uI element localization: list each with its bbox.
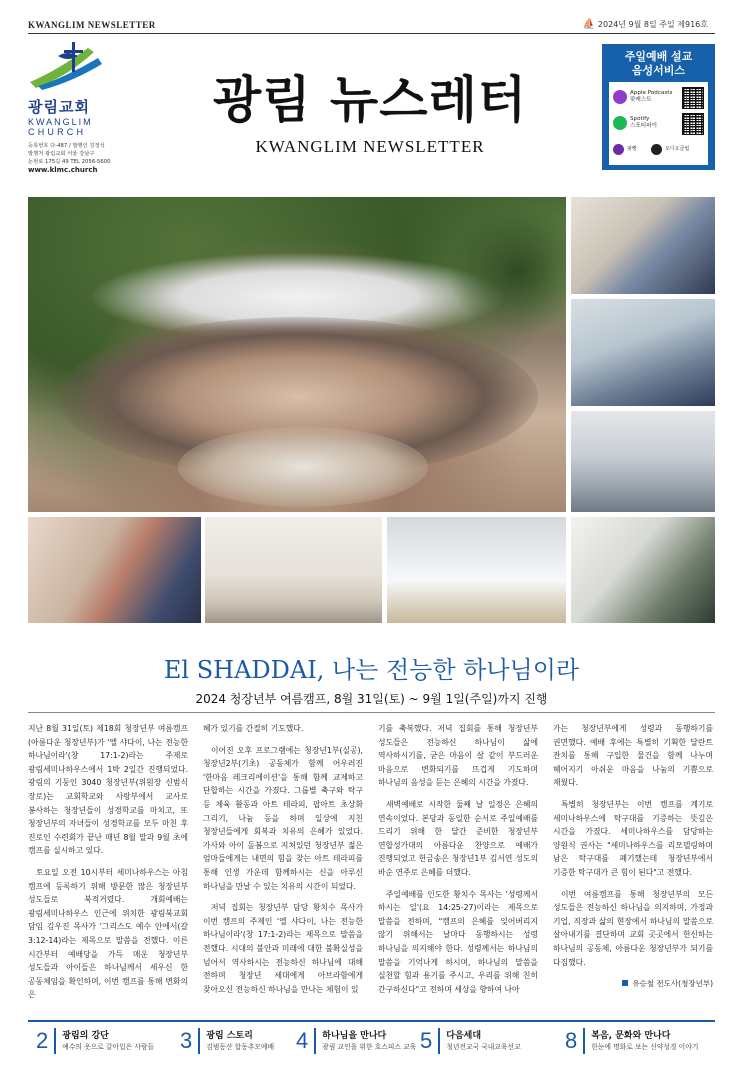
paragraph: 특별히 청장년부는 이번 캠프를 계기로 세미나하우스에 탁구대를 기증하는 뜻깊은 시간을 가졌다. 세미나하우스를 담당하는 양원식 권사는 "세미나하우스를 리모델링하며 남은 탁구대를 폐기했는데 청장년부에서 기증한 탁구대가 큰 힘이 된다"고 전했다. xyxy=(553,799,713,877)
paragraph: 새벽예배로 시작한 둘째 날 일정은 은혜의 연속이었다. 본당과 동일한 순서로 주일예배를 드리기 위해 한 달간 준비한 청장년부 연합성가대의 아름다운 찬양으로 예배가 진행되었고 헌금송은 청장년1부 김서연 성도의 바순 연주로 은혜를 더했다. xyxy=(378,799,538,877)
side-photo-bowling xyxy=(571,411,715,512)
paragraph: 주일예배를 인도한 황치수 목사는 '성령께서 하시는 일'(요 14:25-27)이라는 제목으로 말씀을 전하며, "캠프의 은혜를 잊어버리지 않기 위해서는 날마다 동행하시는 성령 하나님을 의지해야 한다. 성령께서는 하나님의 말씀을 기억나게 하시며, 하나님의 말씀을 실천할 힘과 용기를 주시고, 우리를 위해 친히 간구하신다"고 전하며 세상을 향하여 나아 xyxy=(378,889,538,994)
church-logo-block xyxy=(28,42,138,177)
podcast-links-panel xyxy=(609,82,708,165)
group-photo-main xyxy=(28,197,566,512)
photo-donation-ceremony xyxy=(28,517,201,623)
spotify-qr-icon[interactable] xyxy=(682,113,704,135)
paragraph: 기를 축복했다. 저녁 집회를 통해 청장년부 성도들은 전능하신 하나님이 삶에 역사하시기를, 굳은 마음이 살 같이 부드러운 마음으로 변화되기를 뜨겁게 기도하며 하나님의 음성을 듣는 은혜의 시간을 가졌다. xyxy=(378,724,538,788)
article-column-2 xyxy=(203,722,363,1004)
issue-line: ⛵ 2024년 9월 8일 주일 제916호 xyxy=(582,19,708,30)
registration-info: 등록번호 다-487 / 발행인 김정석 xyxy=(28,143,105,149)
index-item-page-2[interactable]: 2 광림의 강단 예수의 옷으로 갈아입은 사람들 xyxy=(36,1028,155,1053)
top-divider xyxy=(28,33,715,34)
podcast-service-box xyxy=(602,44,715,170)
article-column-1 xyxy=(28,722,188,1010)
apple-podcasts-icon xyxy=(613,90,627,104)
masthead-title-kr: 광림 뉴스레터 xyxy=(212,70,528,129)
church-name-kr: 광림교회 xyxy=(28,98,90,116)
audioclip-icon xyxy=(651,144,662,155)
index-item-page-8[interactable]: 8 복음, 문화와 만나다 한눈에 명화로 보는 신약성경 이야기 xyxy=(565,1028,699,1053)
apple-podcasts-qr-icon[interactable] xyxy=(682,87,704,109)
paragraph: 지난 8월 31일(토) 제18회 청장년부 여름캠프(아름다운 청장년부)가 '엘 샤다이, 나는 전능한 하나님이라'(창 17:1-2)라는 주제로 광림세미나하우스에서 1박 2일간 진행되었다. 광림의 기둥인 3040 청장년부(위원장 신범식 장로)는 교회학교와 사랑부에서 교사로 봉사하는 청장년들이 성경학교를 마치고, 또 청장년부의 자녀들이 성경학교를 모두 마친 후 진로인 수련회가 끝난 매년 8월 말과 9월 초에 캠프를 실시하고 있다. xyxy=(28,724,188,856)
index-item-page-4[interactable]: 4 하나님을 만나다 광림 교인을 위한 호스피스 교육 xyxy=(296,1028,417,1053)
audioclip-link[interactable]: 오디오클립 xyxy=(651,138,689,160)
podbbang-icon xyxy=(613,144,624,155)
publisher-info: 발행처 광림교회 서울 강남구 xyxy=(28,151,95,157)
address-info: 논현로 175길 49 TEL 2056-5600 xyxy=(28,159,111,165)
article-headline: El SHADDAI, 나는 전능한 하나님이라 xyxy=(163,656,580,684)
photo-choir xyxy=(387,517,566,623)
photo-art-therapy xyxy=(571,517,715,623)
article-author: 유승철 전도사(청장년부) xyxy=(553,977,713,991)
fish-icon: ⛵ xyxy=(582,19,596,30)
photo-worship-band xyxy=(205,517,382,623)
paragraph: 가는 청장년부에게 성령과 동행하기를 권면했다. 예배 후에는 특별히 기획한 달란트 잔치를 통해 구입한 물건을 함께 나누며 헤어지기 아쉬운 마음을 나눔의 기쁨으로 채웠다. xyxy=(553,724,713,788)
author-marker-icon xyxy=(622,980,628,986)
index-item-page-3[interactable]: 3 광림 스토리 김범동산 합동추모예배 xyxy=(180,1028,275,1053)
church-name-en-1: KWANGLIM xyxy=(28,117,93,127)
church-logo-icon xyxy=(28,42,113,90)
apple-podcasts-link[interactable]: Apple Podcasts 팟캐스트 xyxy=(613,86,672,108)
paragraph: 이번 여름캠프를 통해 청장년부의 모든 성도들은 전능하신 하나님을 의지하며, 가정과 기업, 직장과 삶의 현장에서 하나님의 말씀으로 살아내기를 결단하며 교회 곳곳에서 헌신하는 하나님의 공동체, 아름다운 청장년부가 되기를 다짐했다. xyxy=(553,889,713,967)
paragraph: 혜가 있기를 간절히 기도했다. xyxy=(203,724,304,733)
spotify-link[interactable]: Spotify 스포티파이 xyxy=(613,112,657,134)
podcast-title-2: 음성서비스 xyxy=(631,64,686,77)
side-photo-fellowship xyxy=(571,197,715,294)
side-photo-activity xyxy=(571,299,715,406)
article-column-3 xyxy=(378,722,538,1004)
article-subheadline: 2024 청장년부 여름캠프, 8월 31일(토) ~ 9월 1일(주일)까지 진행 xyxy=(195,692,548,706)
index-item-page-5[interactable]: 5 다음세대 청년전교국 국내교육선교 xyxy=(420,1028,521,1053)
footer-divider xyxy=(28,1020,715,1022)
paragraph: 이어진 오후 프로그램에는 청장년1부(실공), 청장년2부(기초) 공동체가 함께 어우러진 '한마음 레크리에이션'을 통해 함께 교제하고 단합하는 시간을 가졌다. 그룹별 축구와 탁구 등 체육 활동과 아트 테라피, 팝아트 초상화 그리기, 나눔 등을 하며 일상에 지친 청장년들에게 회복과 치유의 은혜가 있었다. 가사와 아이 돌봄으로 지쳐있던 청장년부 젊은 엄마들에게는 내면의 힘을 찾는 아트 테라피를 통해 인생 가운데 함께하시는 신을 아루신 하나님을 만날 수 있는 치유의 시간이 되었다. xyxy=(203,745,363,891)
paragraph: 저녁 집회는 청장년부 담당 황치수 목사가 이번 캠프의 주제인 '엘 샤다이, 나는 전능한 하나님이라'(창 17:1-2)라는 제목으로 말씀을 전했다. 시대의 불안과 미래에 대한 불확실성을 넘어서 역사하시는 전능하신 하나님에 대해 전하며 청장년 세대에게 아브라함에게 찾아오신 전능하신 하나님을 만나는 체험이 있 xyxy=(203,903,363,994)
top-publication-label: KWANGLIM NEWSLETTER xyxy=(28,20,156,30)
paragraph: 토요일 오전 10시부터 세미나하우스는 아침 캠프에 등록하기 위해 방문한 많은 청장년부 성도들로 북적거렸다. 개회예배는 광림세미나하우스 인근에 위치한 광림북교회 담임 김우진 목사가 '그리스도 예수 안에서(갈 3:12-14)라는 제목으로 말씀을 전했다. 이른 시간부터 예배당을 가득 매운 청장년부 성도들과 아이들은 하나님께서 세우신 한 공동체임을 확인하며, 이번 캠프를 통해 변화의 은 xyxy=(28,867,188,1000)
podbbang-link[interactable]: 팟빵 xyxy=(613,138,637,160)
podcast-title-1: 주일예배 설교 xyxy=(624,50,693,63)
church-name-en-2: CHURCH xyxy=(28,127,87,137)
website-link[interactable]: www.klmc.church xyxy=(28,166,98,174)
masthead-title-en: KWANGLIM NEWSLETTER xyxy=(255,137,485,156)
article-column-4 xyxy=(553,722,713,991)
subheadline-divider xyxy=(28,712,715,713)
spotify-icon xyxy=(613,116,627,130)
